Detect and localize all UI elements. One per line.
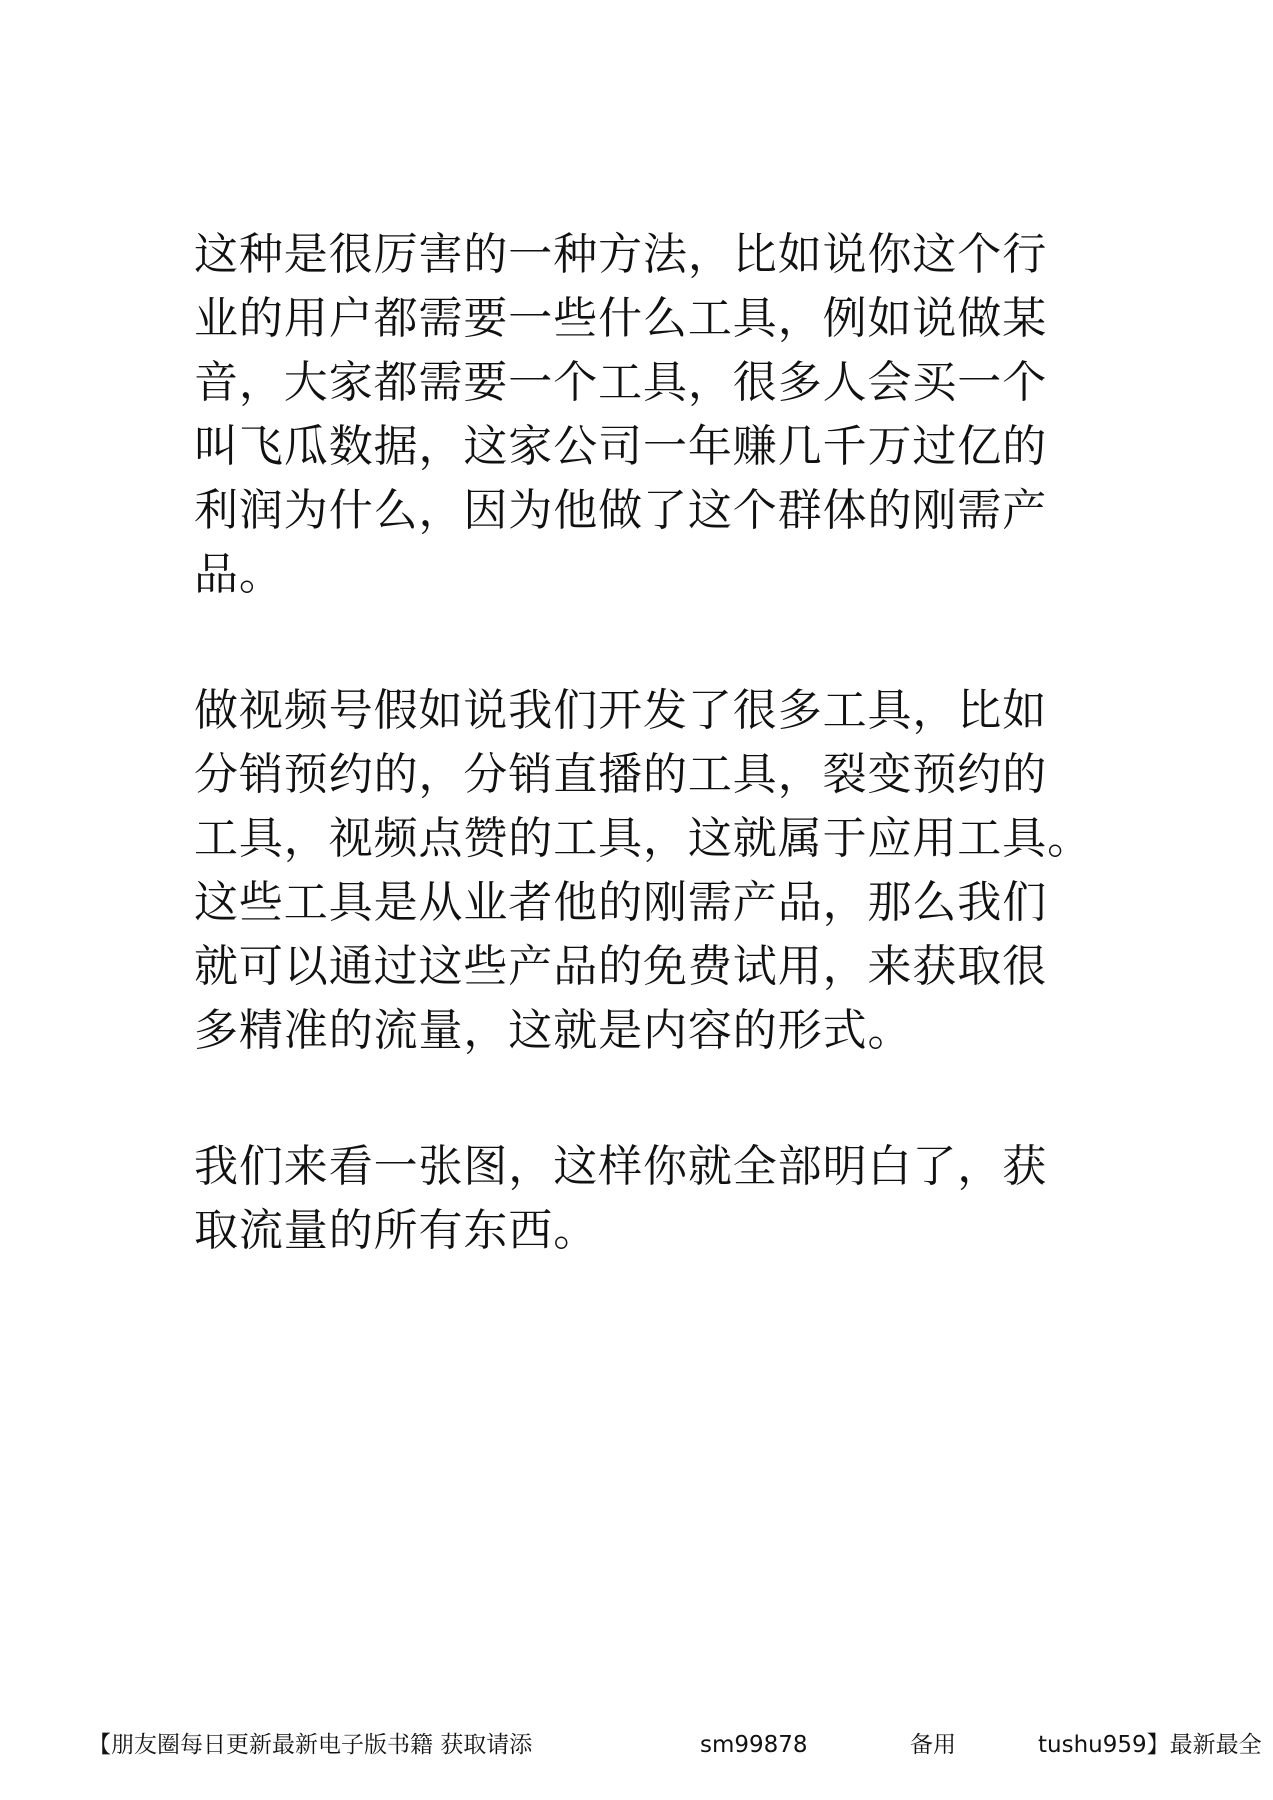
paragraph-2 <box>194 679 1094 1063</box>
footer-text-main: 【朋友圈每日更新最新电子版书籍 获取请添 <box>88 1732 533 1758</box>
paragraph-line: 品。 <box>194 549 284 600</box>
paragraph-line: 工具，视频点赞的工具，这就属于应用工具。 <box>194 813 1092 864</box>
paragraph-line: 做视频号假如说我们开发了很多工具，比如 <box>194 685 1048 736</box>
paragraph-line: 取流量的所有东西。 <box>194 1205 599 1256</box>
paragraph-line: 叫飞瓜数据，这家公司一年赚几千万过亿的 <box>194 421 1048 472</box>
paragraph-line: 这种是很厉害的一种方法，比如说你这个行 <box>194 229 1048 280</box>
paragraph-line: 利润为什么，因为他做了这个群体的刚需产 <box>194 485 1048 536</box>
paragraph-line: 音，大家都需要一个工具，很多人会买一个 <box>194 357 1048 408</box>
paragraph-line: 业的用户都需要一些什么工具，例如说做某 <box>194 293 1048 344</box>
paragraph-3 <box>194 1135 1094 1263</box>
paragraph-line: 我们来看一张图，这样你就全部明白了，获 <box>194 1141 1048 1192</box>
document-body <box>194 223 1094 1335</box>
footer-text-end: tushu959】最新最全 <box>1038 1732 1262 1758</box>
footer-text-label: 备用 <box>910 1732 956 1758</box>
paragraph-line: 这些工具是从业者他的刚需产品，那么我们 <box>194 877 1048 928</box>
paragraph-line: 分销预约的，分销直播的工具，裂变预约的 <box>194 749 1048 800</box>
paragraph-1 <box>194 223 1094 607</box>
footer-note <box>88 1727 1262 1763</box>
paragraph-line: 多精准的流量，这就是内容的形式。 <box>194 1005 913 1056</box>
paragraph-line: 就可以通过这些产品的免费试用，来获取很 <box>194 941 1048 992</box>
footer-text-id: sm99878 <box>700 1732 808 1758</box>
